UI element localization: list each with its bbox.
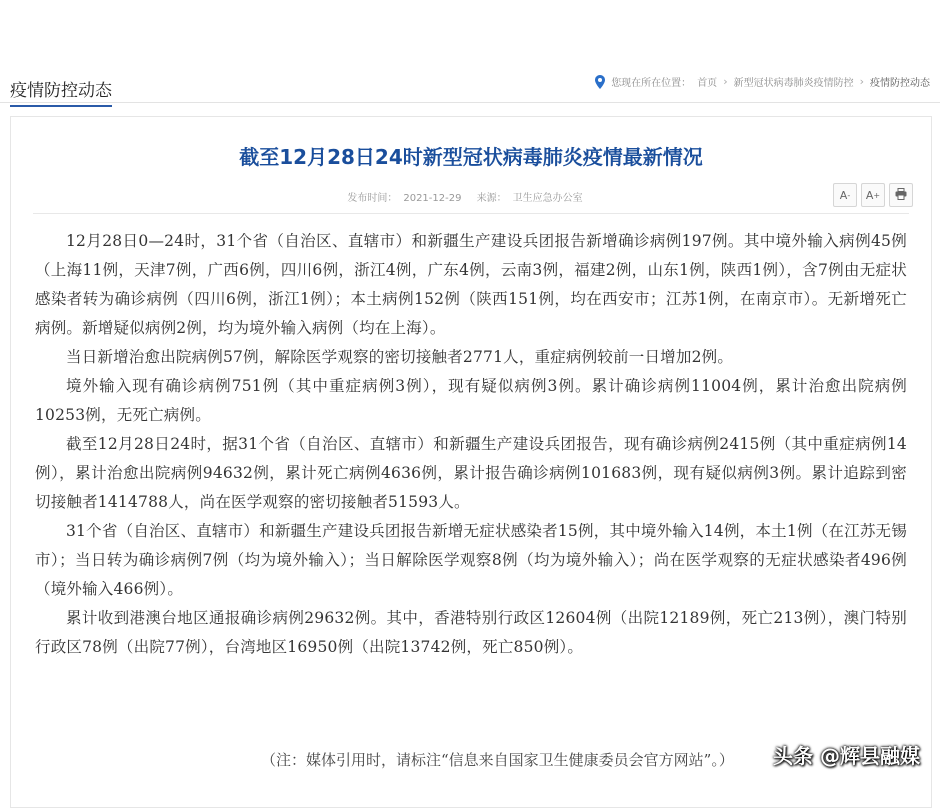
source-label: 来源：	[476, 193, 507, 204]
article-card	[10, 116, 932, 808]
chevron-right-icon: ›	[859, 75, 864, 88]
paragraph: 当日新增治愈出院病例57例，解除医学观察的密切接触者2771人，重症病例较前一日增加2例。	[66, 348, 734, 366]
paragraph: 31个省（自治区、直辖市）和新疆生产建设兵团报告新增无症状感染者15例，其中境外输入14例，本土1例（在江苏无锡市）；当日转为确诊病例7例（均为境外输入）；当日解除医学观察8例（均为境外输入）；尚在医学观察的无症状感染者496例（境外输入466例）。	[35, 522, 907, 598]
breadcrumb-current[interactable]: 疫情防控动态	[870, 78, 930, 89]
print-button[interactable]	[889, 183, 913, 207]
paragraph: 累计收到港澳台地区通报确诊病例29632例。其中，香港特别行政区12604例（出院12189例，死亡213例），澳门特别行政区78例（出院77例），台湾地区16950例（出院13742例，死亡850例）。	[35, 609, 907, 656]
section-title: 疫情防控动态	[10, 76, 112, 107]
publish-label: 发布时间：	[347, 193, 398, 204]
meta-divider	[33, 213, 909, 214]
watermark: 头条 @辉县融媒	[773, 744, 920, 768]
breadcrumb-home[interactable]: 首页	[697, 78, 718, 89]
breadcrumb-prefix: 您现在所在位置：	[611, 78, 692, 89]
source-value: 卫生应急办公室	[512, 193, 583, 204]
citation-note: （注：媒体引用时，请标注“信息来自国家卫生健康委员会官方网站”。）	[261, 751, 734, 769]
font-smaller-button[interactable]: A -	[833, 183, 857, 207]
paragraph: 12月28日0—24时，31个省（自治区、直辖市）和新疆生产建设兵团报告新增确诊病例197例。其中境外输入病例45例（上海11例，天津7例，广西6例，四川6例，浙江4例，广东4例，云南3例，福建2例，山东1例，陕西1例），含7例由无症状感染者转为确诊病例（四川6例，浙江1例）；本土病例152例（陕西151例，均在西安市；江苏1例，在南京市）。无新增死亡病例。新增疑似病例2例，均为境外输入病例（均在上海）。	[35, 232, 907, 337]
article-body	[35, 227, 907, 662]
paragraph: 截至12月28日24时，据31个省（自治区、直辖市）和新疆生产建设兵团报告，现有确诊病例2415例（其中重症病例14例），累计治愈出院病例94632例，累计死亡病例4636例，累计报告确诊病例101683例，现有疑似病例3例。累计追踪到密切接触者1414788人，尚在医学观察的密切接触者51593人。	[35, 435, 907, 511]
article-title: 截至12月28日24时新型冠状病毒肺炎疫情最新情况	[239, 145, 703, 169]
paragraph: 境外输入现有确诊病例751例（其中重症病例3例），现有疑似病例3例。累计确诊病例11004例，累计治愈出院病例10253例，无死亡病例。	[35, 377, 907, 424]
breadcrumb-covid-prevention[interactable]: 新型冠状病毒肺炎疫情防控	[733, 78, 854, 89]
print-icon	[895, 188, 907, 203]
chevron-right-icon: ›	[723, 75, 728, 88]
header-bar	[0, 64, 940, 103]
article-tools	[833, 183, 913, 207]
font-larger-button[interactable]: A +	[861, 183, 885, 207]
location-pin-icon	[595, 75, 605, 89]
breadcrumb	[595, 74, 930, 89]
article-meta	[11, 189, 931, 204]
publish-date: 2021-12-29	[403, 193, 462, 204]
